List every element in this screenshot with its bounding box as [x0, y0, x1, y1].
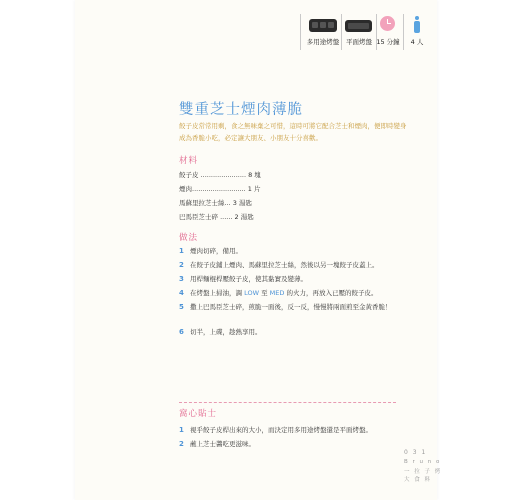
flat-pan-icon: [345, 17, 372, 33]
pan1-label: 多用途烤盤: [306, 38, 340, 46]
step-number: 1: [179, 247, 184, 255]
tip-item: [179, 425, 411, 437]
step-text: 撒上巴馬臣芝士碎，煎脆一面後，反一反，慢慢將兩面煎至金黃香脆！: [190, 303, 392, 311]
ingredient-item: 餃子皮 ...................... 8 塊: [179, 171, 261, 179]
step-number: 4: [179, 289, 184, 297]
heat-low-label: LOW: [244, 289, 260, 297]
heat-med-label: MED: [269, 289, 285, 297]
header-divider: [300, 14, 301, 50]
book-subtitle: 一 拉 子 烤: [404, 469, 442, 475]
step-text-part: 的火力，再放入已壓的餃子皮。: [284, 289, 378, 297]
pan2-label: 平面烤盤: [346, 38, 372, 46]
person-icon: [414, 16, 420, 34]
page-number: 0 3 1: [404, 449, 427, 456]
method-step: [179, 260, 411, 272]
clock-icon: [380, 16, 395, 31]
recipe-intro: 餃子皮常常用剩，食之無味棄之可惜，這時可將它配合芝士和煙肉，便即時變身成為香脆小吃，必定讓大朋友、小朋友十分喜歡。: [179, 122, 407, 142]
method-step: [179, 327, 411, 339]
tip-number: 2: [179, 440, 184, 448]
step-number: 5: [179, 303, 184, 311]
tip-item: [179, 439, 411, 451]
step-text: 煙肉切碎，備用。: [190, 247, 242, 255]
recipe-title: 雙重芝士煙肉薄脆: [179, 102, 303, 118]
step-text: 在餃子皮鋪上煙肉、馬蘇里拉芝士絲，然後以另一塊餃子皮蓋上。: [190, 261, 379, 269]
tips-divider: [179, 402, 396, 403]
method-step: [179, 274, 411, 286]
step-number: 2: [179, 261, 184, 269]
book-brand: B r u n o: [404, 459, 441, 465]
book-subtitle: 大 食 料: [404, 477, 432, 483]
tips-heading: 窩心貼士: [179, 409, 218, 419]
method-heading: 做法: [179, 233, 199, 243]
method-step: [179, 302, 411, 314]
multipurpose-pan-icon: [309, 17, 337, 33]
ingredient-item: 馬蘇里拉芝士絲... 3 湯匙: [179, 199, 252, 207]
step-text: 用桿麵棍桿壓餃子皮，使其黏實及變薄。: [190, 275, 307, 283]
ingredient-item: 巴馬臣芝士碎 ...... 2 湯匙: [179, 213, 254, 221]
tip-number: 1: [179, 426, 184, 434]
tip-text: 視乎餃子皮桿出來的大小，而決定用多用途烤盤還是平面烤盤。: [190, 426, 372, 434]
method-step: [179, 288, 411, 300]
step-number: 6: [179, 328, 184, 336]
header-divider: [403, 14, 404, 50]
ingredients-heading: 材料: [179, 156, 199, 166]
ingredient-item: 煙肉.......................... 1 片: [179, 185, 261, 193]
time-label: 15 分鐘: [376, 38, 400, 46]
servings-label: 4 人: [410, 38, 424, 46]
method-step: [179, 246, 411, 258]
step-text-part: 至: [259, 289, 270, 297]
tip-text: 蘸上芝士醬吃更滋味。: [190, 440, 255, 448]
step-text-part: 在烤盤上掃油，調: [190, 289, 245, 297]
step-text: 切半，上碟，趁熱享用。: [190, 328, 262, 336]
step-number: 3: [179, 275, 184, 283]
step-text: [190, 288, 408, 300]
